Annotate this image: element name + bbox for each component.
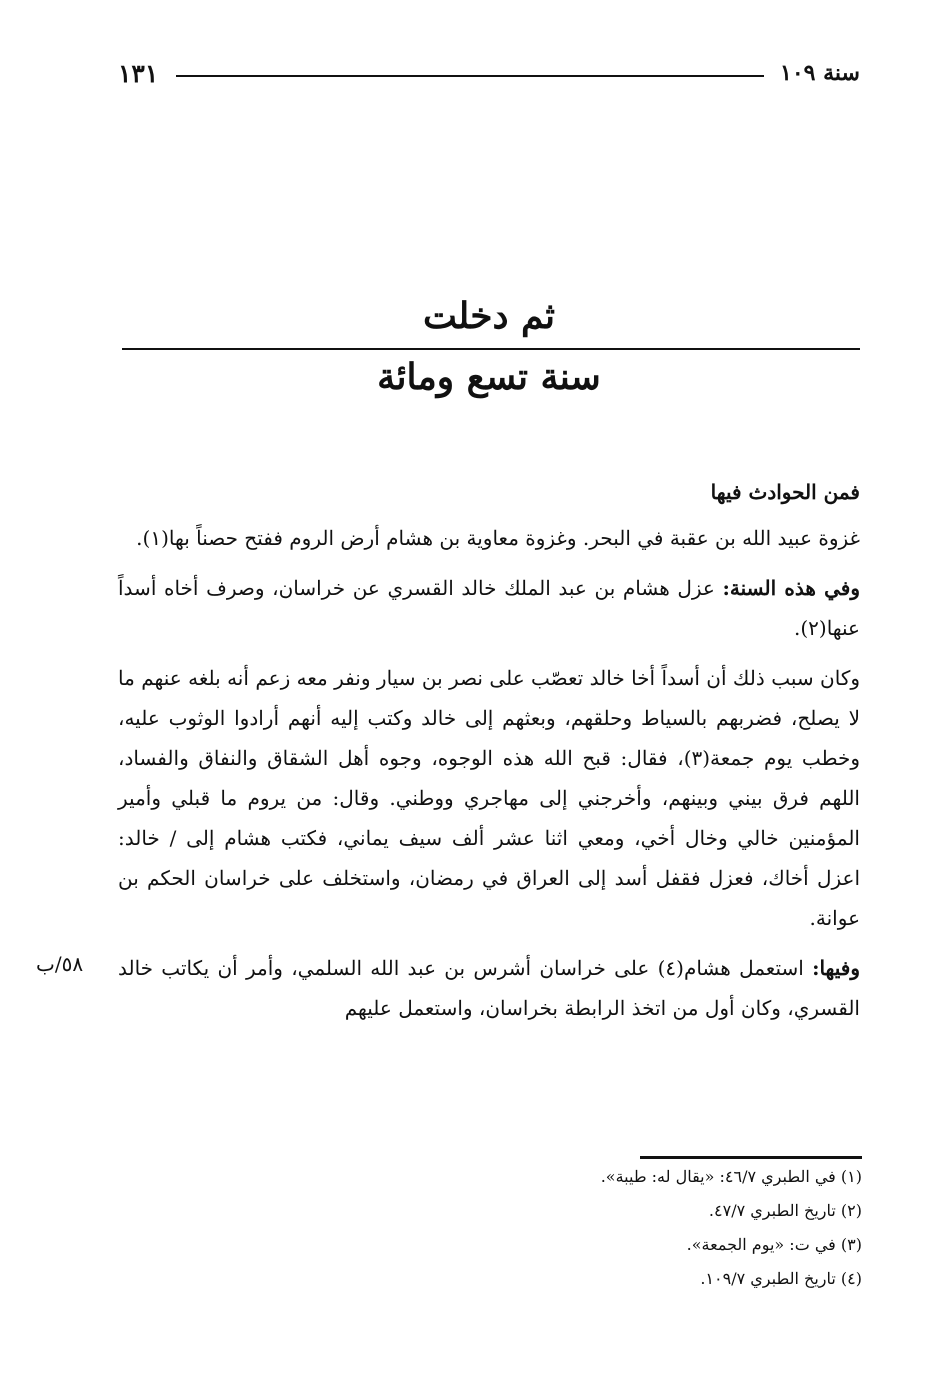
footnote-item: (٢) تاريخ الطبري ٤٧/٧.: [708, 1201, 862, 1220]
running-title: سنة ١٠٩: [780, 60, 860, 86]
paragraph-1: [118, 518, 860, 558]
chapter-title-line1: ثم دخلت: [422, 295, 556, 337]
running-header: [118, 56, 860, 90]
paragraph-2: [118, 568, 860, 648]
header-rule: [176, 75, 764, 77]
paragraph-4: [118, 948, 860, 1028]
paragraph-4-lead: وفيها:: [812, 956, 861, 980]
section-subheading: فمن الحوادث فيها: [710, 480, 860, 504]
paragraph-2-text: عزل هشام بن عبد الملك خالد القسري عن خراسان، وصرف أخاه أسداً عنها(٢).: [118, 576, 860, 640]
footnote-item: (٣) في ت: «يوم الجمعة».: [686, 1235, 862, 1254]
title-divider: [122, 348, 860, 350]
footnote-item: (٤) تاريخ الطبري ١٠٩/٧.: [700, 1269, 862, 1288]
manuscript-folio-note: ٥٨/ب: [36, 952, 84, 976]
paragraph-1-text: غزوة عبيد الله بن عقبة في البحر. وغزوة معاوية بن هشام أرض الروم ففتح حصناً بها(١).: [136, 526, 860, 550]
footnote-divider: [640, 1156, 862, 1159]
main-text: [118, 472, 860, 1038]
chapter-title-line2: سنة تسع ومائة: [377, 356, 601, 398]
paragraph-3: [118, 658, 860, 938]
paragraph-2-lead: وفي هذه السنة:: [722, 576, 860, 600]
paragraph-3-text: وكان سبب ذلك أن أسداً أخا خالد تعصّب على نصر بن سيار ونفر معه زعم أنه بلغه عنهم ما لا يصلح، فضربهم بالسياط وحلقهم، وبعثهم إلى خالد وكتب إليه أنهم أرادوا الوثوب عليه، وخطب يوم جمعة(٣)، فقال: قبح الله هذه الوجوه، وجوه أهل الشقاق والنفاق والفساد، اللهم فرق بيني وبينهم، وأخرجني إلى مهاجري ووطني. وقال: من يروم ما قبلي وأمير المؤمنين خالي وخال أخي، ومعي اثنا عشر ألف سيف يماني، فكتب هشام إلى / خالد: اعزل أخاك، فعزل فقفل أسد إلى العراق في رمضان، واستخلف على خراسان الحكم بن عوانة.: [118, 666, 860, 930]
paragraph-4-text: استعمل هشام(٤) على خراسان أشرس بن عبد الله السلمي، وأمر أن يكاتب خالد القسري، وكان أول من اتخذ الرابطة بخراسان، واستعمل عليهم: [118, 956, 860, 1020]
footnote-item: (١) في الطبري ٤٦/٧: «يقال له: طيبة».: [600, 1167, 862, 1186]
page-number: ١٣١: [118, 58, 159, 88]
footnotes: [400, 1160, 862, 1296]
